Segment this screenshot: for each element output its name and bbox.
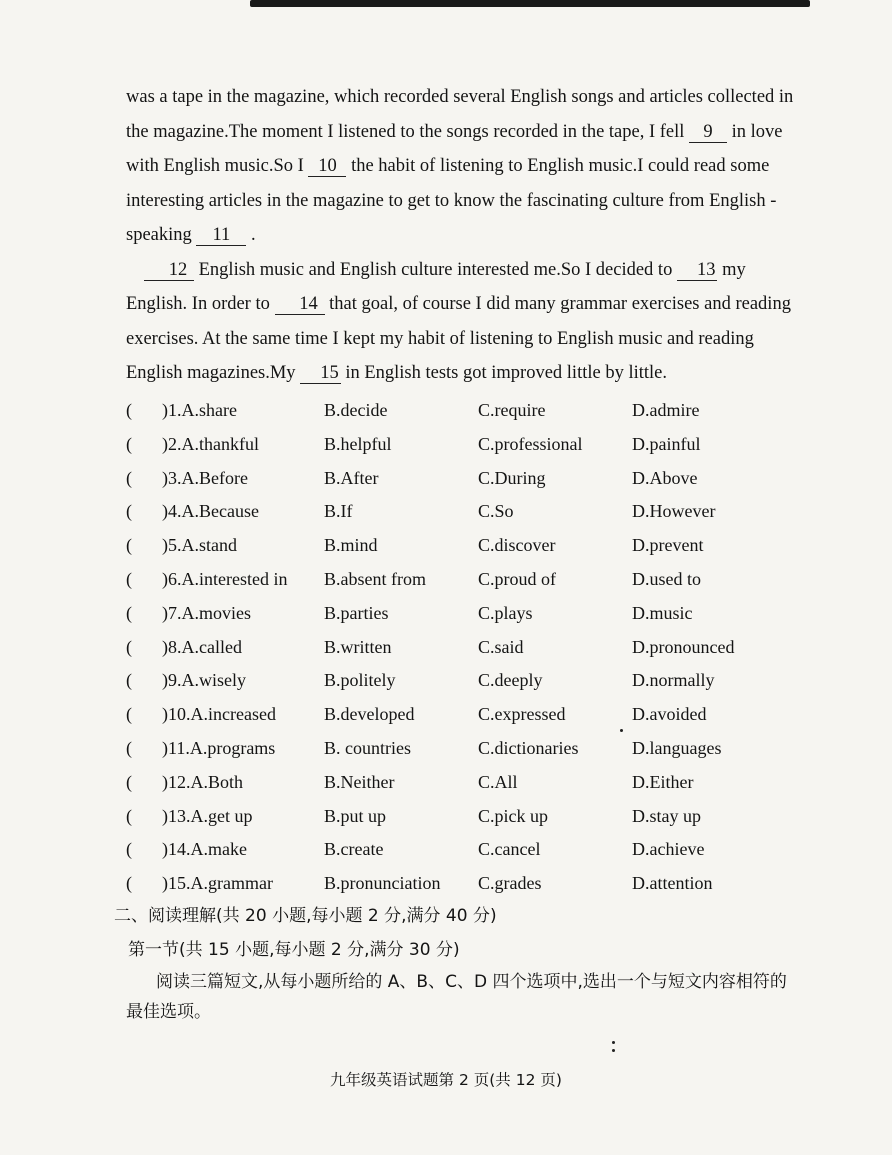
option-d: D.However <box>632 501 716 522</box>
answer-paren: ( <box>126 873 132 894</box>
blank-13: 13 <box>677 260 718 281</box>
question-row <box>126 732 826 766</box>
blank-10: 10 <box>308 156 346 177</box>
option-d: D.attention <box>632 873 713 894</box>
option-a: )4.A.Because <box>162 501 259 522</box>
ink-dot <box>612 1049 615 1052</box>
option-c: C.expressed <box>478 704 566 725</box>
passage-text: in love with English music.So I <box>126 121 783 176</box>
option-b: B.written <box>324 636 392 657</box>
option-b: B.After <box>324 467 379 488</box>
option-a: )6.A.interested in <box>162 568 288 589</box>
question-row <box>126 428 826 462</box>
option-c: C.deeply <box>478 670 543 691</box>
answer-paren: ( <box>126 467 132 488</box>
passage-text: that goal, of course I did many grammar exercises and reading exercises. At the same time I kept my habit of listening to English music and reading English magazines.My <box>126 294 791 383</box>
blank-9: 9 <box>689 122 727 143</box>
passage-paragraph-2 <box>126 253 806 391</box>
answer-paren: ( <box>126 839 132 860</box>
section-title: 二、阅读理解(共 20 小题,每小题 2 分,满分 40 分) <box>114 906 497 926</box>
answer-paren: ( <box>126 636 132 657</box>
option-a: )3.A.Before <box>162 467 248 488</box>
option-c: C.So <box>478 501 514 522</box>
option-b: B.parties <box>324 602 389 623</box>
option-c: C.dictionaries <box>478 737 579 758</box>
option-b: B.put up <box>324 805 387 826</box>
option-b: B.create <box>324 839 384 860</box>
question-row <box>126 462 826 496</box>
question-row <box>126 495 826 529</box>
passage-text: was a tape in the magazine, which recorded several English songs and articles collected in the magazine.The moment I listened to the songs recorded in the tape, I fell <box>126 87 794 142</box>
option-d: D.stay up <box>632 805 701 826</box>
answer-paren: ( <box>126 670 132 691</box>
passage-text: the habit of listening to English music.I could read some interesting articles in the magazine to get to know the fascinating culture from English - speaking <box>126 156 777 245</box>
option-d: D.Above <box>632 467 698 488</box>
passage-text: English music and English culture interested me.So I decided to <box>194 259 677 280</box>
answer-paren: ( <box>126 704 132 725</box>
option-b: B.politely <box>324 670 396 691</box>
option-b: B.If <box>324 501 353 522</box>
option-d: D.normally <box>632 670 715 691</box>
option-a: )10.A.increased <box>162 704 276 725</box>
option-a: )11.A.programs <box>162 737 276 758</box>
answer-paren: ( <box>126 771 132 792</box>
option-d: D.music <box>632 602 693 623</box>
passage-text: in English tests got improved little by little. <box>340 363 667 383</box>
question-row <box>126 833 826 867</box>
option-b: B.developed <box>324 704 415 725</box>
option-a: )9.A.wisely <box>162 670 246 691</box>
option-d: D.Either <box>632 771 694 792</box>
ink-dot <box>620 729 623 732</box>
subsection-title: 第一节(共 15 小题,每小题 2 分,满分 30 分) <box>128 940 460 960</box>
page-footer: 九年级英语试题第 2 页(共 12 页) <box>330 1071 562 1089</box>
option-d: D.languages <box>632 737 722 758</box>
option-c: C.professional <box>478 433 583 454</box>
passage-paragraph-1 <box>126 80 806 253</box>
instruction-text: 阅读三篇短文,从每小题所给的 A、B、C、D 四个选项中,选出一个与短文内容相符的最佳选项。 <box>126 972 787 1022</box>
option-d: D.prevent <box>632 535 704 556</box>
option-d: D.pronounced <box>632 636 735 657</box>
option-c: C.All <box>478 771 518 792</box>
page-top-edge <box>250 0 810 7</box>
answer-paren: ( <box>126 602 132 623</box>
question-row <box>126 529 826 563</box>
passage-text: my English. In order to <box>126 259 746 314</box>
answer-paren: ( <box>126 568 132 589</box>
option-b: B. countries <box>324 737 411 758</box>
option-d: D.used to <box>632 568 701 589</box>
blank-12: 12 <box>144 260 194 281</box>
option-a: )1.A.share <box>162 400 237 420</box>
option-b: B.mind <box>324 535 378 556</box>
option-a: )7.A.movies <box>162 602 251 623</box>
option-a: )15.A.grammar <box>162 873 273 894</box>
blank-15: 15 <box>300 363 341 384</box>
question-row <box>126 766 826 800</box>
answer-paren: ( <box>126 805 132 826</box>
question-row <box>126 698 826 732</box>
question-row <box>126 800 826 834</box>
option-c: C.grades <box>478 873 542 894</box>
ink-dot <box>612 1041 615 1044</box>
answer-paren: ( <box>126 737 132 758</box>
option-c: C.discover <box>478 535 556 556</box>
option-b: B.helpful <box>324 433 392 454</box>
cloze-passage <box>126 80 806 391</box>
option-d: D.admire <box>632 400 700 420</box>
blank-11: 11 <box>196 225 246 246</box>
option-c: C.pick up <box>478 805 548 826</box>
question-row <box>126 631 826 665</box>
option-c: C.proud of <box>478 568 556 589</box>
option-a: )2.A.thankful <box>162 433 259 454</box>
answer-paren: ( <box>126 535 132 556</box>
option-b: B.absent from <box>324 568 426 589</box>
option-a: )8.A.called <box>162 636 242 657</box>
option-c: C.said <box>478 636 524 657</box>
option-a: )14.A.make <box>162 839 247 860</box>
option-b: B.Neither <box>324 771 395 792</box>
option-a: )5.A.stand <box>162 535 237 556</box>
option-d: D.painful <box>632 433 701 454</box>
blank-14: 14 <box>275 294 325 315</box>
options-list <box>126 394 826 901</box>
question-row <box>126 867 826 901</box>
question-row <box>126 563 826 597</box>
question-row <box>126 664 826 698</box>
answer-paren: ( <box>126 400 132 420</box>
passage-text: . <box>246 225 256 245</box>
option-c: C.require <box>478 400 546 420</box>
option-c: C.During <box>478 467 546 488</box>
option-a: )12.A.Both <box>162 771 243 792</box>
option-b: B.pronunciation <box>324 873 441 894</box>
answer-paren: ( <box>126 433 132 454</box>
question-row <box>126 597 826 631</box>
answer-paren: ( <box>126 501 132 522</box>
option-d: D.avoided <box>632 704 707 725</box>
option-c: C.cancel <box>478 839 541 860</box>
option-b: B.decide <box>324 400 388 420</box>
option-d: D.achieve <box>632 839 705 860</box>
option-a: )13.A.get up <box>162 805 253 826</box>
option-c: C.plays <box>478 602 533 623</box>
question-row <box>126 394 826 428</box>
